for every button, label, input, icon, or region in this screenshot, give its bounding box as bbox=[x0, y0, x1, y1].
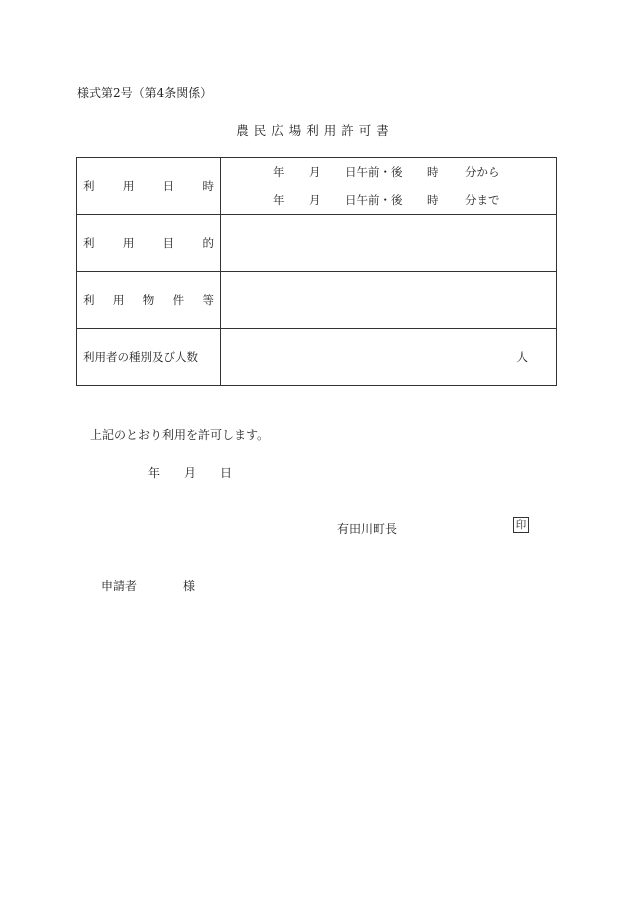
applicant-line: 申請者 様 bbox=[101, 579, 196, 593]
usage-items-value bbox=[221, 272, 557, 329]
row-label-user-type-count: 利用者の種別及び人数 bbox=[77, 329, 221, 386]
start-datetime: 年 月 日午前・後 時 分から bbox=[273, 165, 500, 179]
row-label-usage-datetime: 利 用 日 時 bbox=[77, 158, 221, 215]
people-unit: 人 bbox=[516, 350, 528, 364]
mayor-title: 有田川町長 bbox=[337, 522, 398, 536]
document-title: 農民広場利用許可書 bbox=[236, 123, 394, 138]
row-label-usage-items: 利 用 物 件 等 bbox=[77, 272, 221, 329]
table-row-user-type-count bbox=[77, 329, 557, 386]
table-row-usage-purpose bbox=[77, 215, 557, 272]
table-row-usage-items bbox=[77, 272, 557, 329]
permit-table bbox=[76, 157, 557, 386]
permission-statement: 上記のとおり利用を許可します。 bbox=[90, 428, 270, 442]
row-label-usage-purpose: 利 用 目 的 bbox=[77, 215, 221, 272]
end-datetime: 年 月 日午前・後 時 分まで bbox=[273, 193, 500, 207]
table-row-usage-datetime bbox=[77, 158, 557, 215]
seal-mark: 印 bbox=[513, 517, 529, 533]
usage-datetime-value bbox=[221, 158, 557, 215]
usage-purpose-value bbox=[221, 215, 557, 272]
form-number: 様式第2号（第4条関係） bbox=[77, 86, 213, 100]
issue-date: 年 月 日 bbox=[148, 466, 233, 480]
user-count-value bbox=[221, 329, 557, 386]
